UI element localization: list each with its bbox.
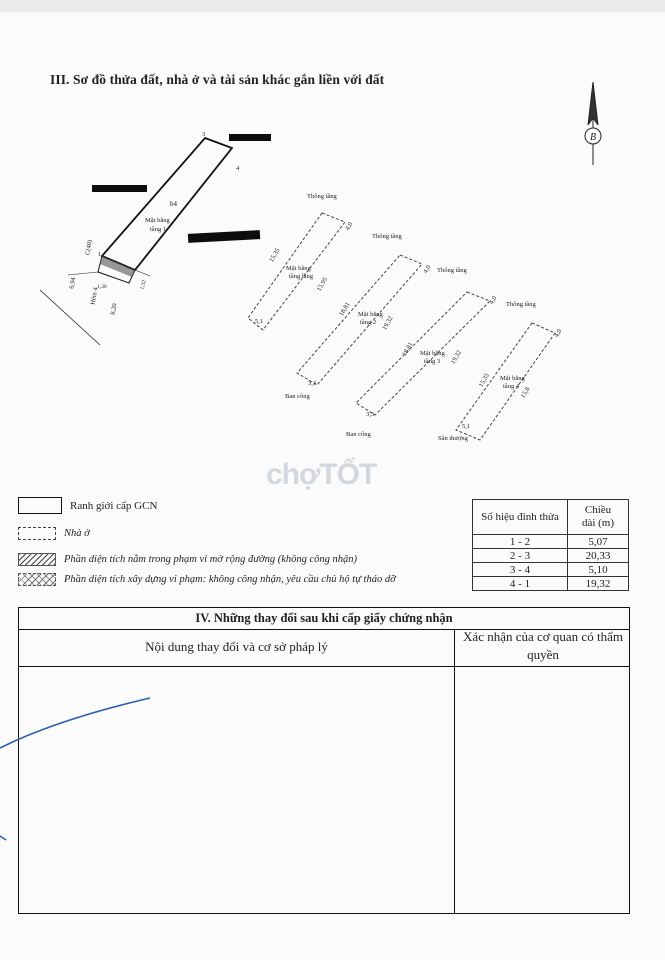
floor-terrace-long2: 15,95 bbox=[315, 276, 330, 293]
floor-3-label-2: tầng 3 bbox=[424, 358, 441, 365]
floor-terrace-long: 15,35 bbox=[268, 247, 282, 264]
plot-bend: C(40) bbox=[84, 239, 94, 256]
plot-dim-4: 1,32 bbox=[139, 279, 148, 291]
plot-dim-3: 8,20 bbox=[109, 302, 119, 316]
floor-terrace-label-1: Mặt bằng bbox=[286, 265, 311, 272]
plot-floor1-l2: tầng 1 bbox=[150, 226, 167, 233]
floor-2-long: 18,81 bbox=[338, 301, 352, 318]
floor-2-short: 4,0 bbox=[422, 264, 433, 275]
floor-3-label-1: Mặt bằng bbox=[420, 350, 445, 357]
plot-vertex-3: 3 bbox=[202, 131, 206, 138]
floor-4-end: 5,1 bbox=[462, 423, 471, 430]
dim-vertex: 4 - 1 bbox=[473, 577, 568, 591]
north-symbol: B bbox=[590, 132, 597, 143]
floor-3-long2: 19,32 bbox=[449, 349, 464, 366]
floor-3-vent: Thông tầng bbox=[437, 267, 467, 274]
floor-2-label-1: Mặt bằng bbox=[358, 311, 383, 318]
floor-2-balcony: Ban công bbox=[285, 393, 310, 400]
legend-boundary-text: Ranh giới cấp GCN bbox=[70, 499, 158, 512]
floor-terrace-end: 5,1 bbox=[255, 318, 264, 325]
dim-vertex: 3 - 4 bbox=[473, 563, 568, 577]
floor-3-long: 18,81 bbox=[401, 341, 415, 358]
dim-header-vertex: Số hiệu đỉnh thửa bbox=[473, 500, 568, 535]
dim-length: 5,07 bbox=[568, 535, 629, 549]
dim-vertex: 2 - 3 bbox=[473, 549, 568, 563]
plot-area-label: b4 bbox=[170, 200, 177, 208]
section-4-title: IV. Những thay đổi sau khi cấp giấy chứng nhận bbox=[19, 608, 629, 630]
dim-header-length: Chiều dài (m) bbox=[568, 500, 629, 535]
floor-3-end: 3,3 bbox=[366, 411, 375, 418]
floor-4-label-2: tầng 4 bbox=[503, 383, 520, 390]
watermark: chợTỐT bbox=[266, 458, 377, 491]
col-confirm-header: Xác nhận của cơ quan có thẩm quyền bbox=[463, 629, 623, 662]
dim-length: 5,10 bbox=[568, 563, 629, 577]
col-content-header: Nội dung thay đổi và cơ sở pháp lý bbox=[145, 639, 328, 654]
dim-length: 20,33 bbox=[568, 549, 629, 563]
plot-alley: Hẻm 4 bbox=[89, 286, 100, 306]
floor-4-rooftop: Sân thượng bbox=[438, 435, 468, 442]
floor-4-vent: Thông tầng bbox=[506, 301, 536, 308]
legend-house-text: Nhà ở bbox=[64, 528, 90, 539]
floor-2-vent: Thông tầng bbox=[372, 233, 402, 240]
floor-terrace-short: 4,0 bbox=[344, 221, 355, 232]
plot-dim-2: 1,30 bbox=[97, 284, 107, 290]
floor-2-long2: 19,32 bbox=[381, 315, 395, 332]
floor-2-end: 3,3 bbox=[308, 380, 317, 387]
legend-violation-text: Phần diện tích xây dựng vi phạm: không công nhận, yêu cầu chủ hộ tự tháo dỡ bbox=[64, 574, 396, 585]
floor-4-long2: 15,8 bbox=[519, 386, 532, 400]
floor-4-short: 4,0 bbox=[553, 328, 564, 339]
legend-road-text: Phần diện tích nằm trong phạm vi mở rộng đường (không công nhận) bbox=[64, 554, 358, 565]
floor-terrace-vent: Thông tầng bbox=[307, 193, 337, 200]
floor-4-label-1: Mặt bằng bbox=[500, 375, 525, 382]
floor-4-long: 15,35 bbox=[477, 372, 492, 389]
dim-vertex: 1 - 2 bbox=[473, 535, 568, 549]
plot-vertex-4: 4 bbox=[236, 165, 240, 172]
floor-2-label-2: tầng 2 bbox=[360, 319, 377, 326]
section-3-title: III. Sơ đồ thửa đất, nhà ở và tài sản khác gắn liền với đất bbox=[50, 72, 385, 87]
plot-floor1-l1: Mặt bằng bbox=[145, 217, 170, 224]
floor-3-short: 4,0 bbox=[488, 295, 499, 306]
plot-dim-1: 6,94 bbox=[68, 276, 78, 290]
floor-terrace-label-2: tầng lầng bbox=[289, 273, 314, 280]
dim-length: 19,32 bbox=[568, 577, 629, 591]
plot-vertex-1: 1 bbox=[98, 251, 102, 258]
floor-3-balcony: Ban công bbox=[346, 431, 371, 438]
